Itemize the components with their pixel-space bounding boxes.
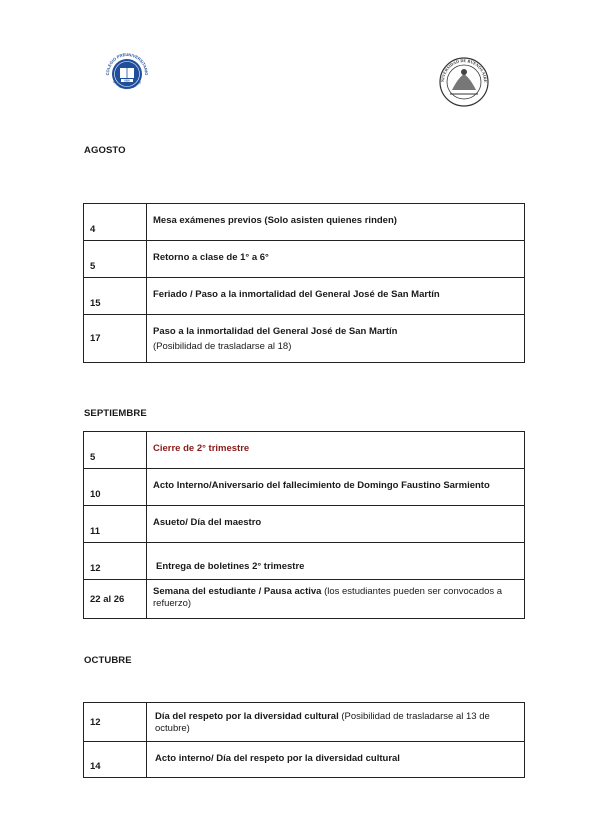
- table-row: [84, 278, 525, 315]
- table-row: [84, 543, 525, 580]
- colegio-preuniversitario-logo: [101, 48, 153, 100]
- table-row: [84, 204, 525, 241]
- logo-ring-text: COLEGIO PREUNIVERSITARIO: [104, 51, 150, 76]
- day-cell: 5: [84, 432, 147, 469]
- event-cell: Acto interno/ Día del respeto por la diversidad cultural: [147, 742, 525, 778]
- table-row: [84, 432, 525, 469]
- event-cell: Entrega de boletines 2° trimestre: [147, 543, 525, 580]
- day-cell: 5: [84, 241, 147, 278]
- event-note: (los estudiantes pueden ser convocados a refuerzo): [153, 586, 503, 609]
- month-title-octubre: OCTUBRE: [84, 655, 132, 666]
- month-title-agosto: AGOSTO: [84, 145, 126, 156]
- septiembre-table: [83, 431, 525, 619]
- event-cell: Cierre de 2° trimestre: [147, 432, 525, 469]
- seal-ring-text: NIVERSIDAD DE BUENOS AIRE: [439, 57, 489, 83]
- event-cell: Mesa exámenes previos (Solo asisten quienes rinden): [147, 204, 525, 241]
- event-text: Paso a la inmortalidad del General José de San Martín: [153, 326, 398, 337]
- day-cell: 4: [84, 204, 147, 241]
- event-cell: Retorno a clase de 1° a 6°: [147, 241, 525, 278]
- day-cell: 12: [84, 543, 147, 580]
- event-cell: Acto Interno/Aniversario del fallecimiento de Domingo Faustino Sarmiento: [147, 469, 525, 506]
- day-cell: 15: [84, 278, 147, 315]
- table-row: [84, 469, 525, 506]
- event-cell: [147, 315, 525, 363]
- day-cell: 11: [84, 506, 147, 543]
- event-cell: Feriado / Paso a la inmortalidad del General José de San Martín: [147, 278, 525, 315]
- table-row: [84, 580, 525, 619]
- logo-inner-text: UBA: [124, 79, 130, 83]
- octubre-table: [83, 702, 525, 778]
- event-cell: [147, 703, 525, 742]
- table-row: [84, 506, 525, 543]
- table-row: [84, 742, 525, 778]
- logo-bottom-text: Dr. Ramón A. Cereijo: [111, 79, 143, 91]
- event-note: (Posibilidad de trasladarse al 18): [153, 341, 292, 352]
- day-cell: 17: [84, 315, 147, 363]
- day-cell: 22 al 26: [84, 580, 147, 619]
- month-title-septiembre: SEPTIEMBRE: [84, 408, 147, 419]
- table-row: [84, 241, 525, 278]
- event-cell: Asueto/ Día del maestro: [147, 506, 525, 543]
- event-note: (Posibilidad de trasladarse al 13 de octubre): [155, 711, 490, 734]
- event-cell: [147, 580, 525, 619]
- event-text: Día del respeto por la diversidad cultural: [155, 711, 339, 722]
- event-text: Semana del estudiante / Pausa activa: [153, 586, 322, 597]
- table-row: [84, 703, 525, 742]
- day-cell: 14: [84, 742, 147, 778]
- agosto-table: [83, 203, 525, 363]
- uba-seal-logo: [438, 56, 490, 108]
- day-cell: 10: [84, 469, 147, 506]
- table-row: [84, 315, 525, 363]
- day-cell: 12: [84, 703, 147, 742]
